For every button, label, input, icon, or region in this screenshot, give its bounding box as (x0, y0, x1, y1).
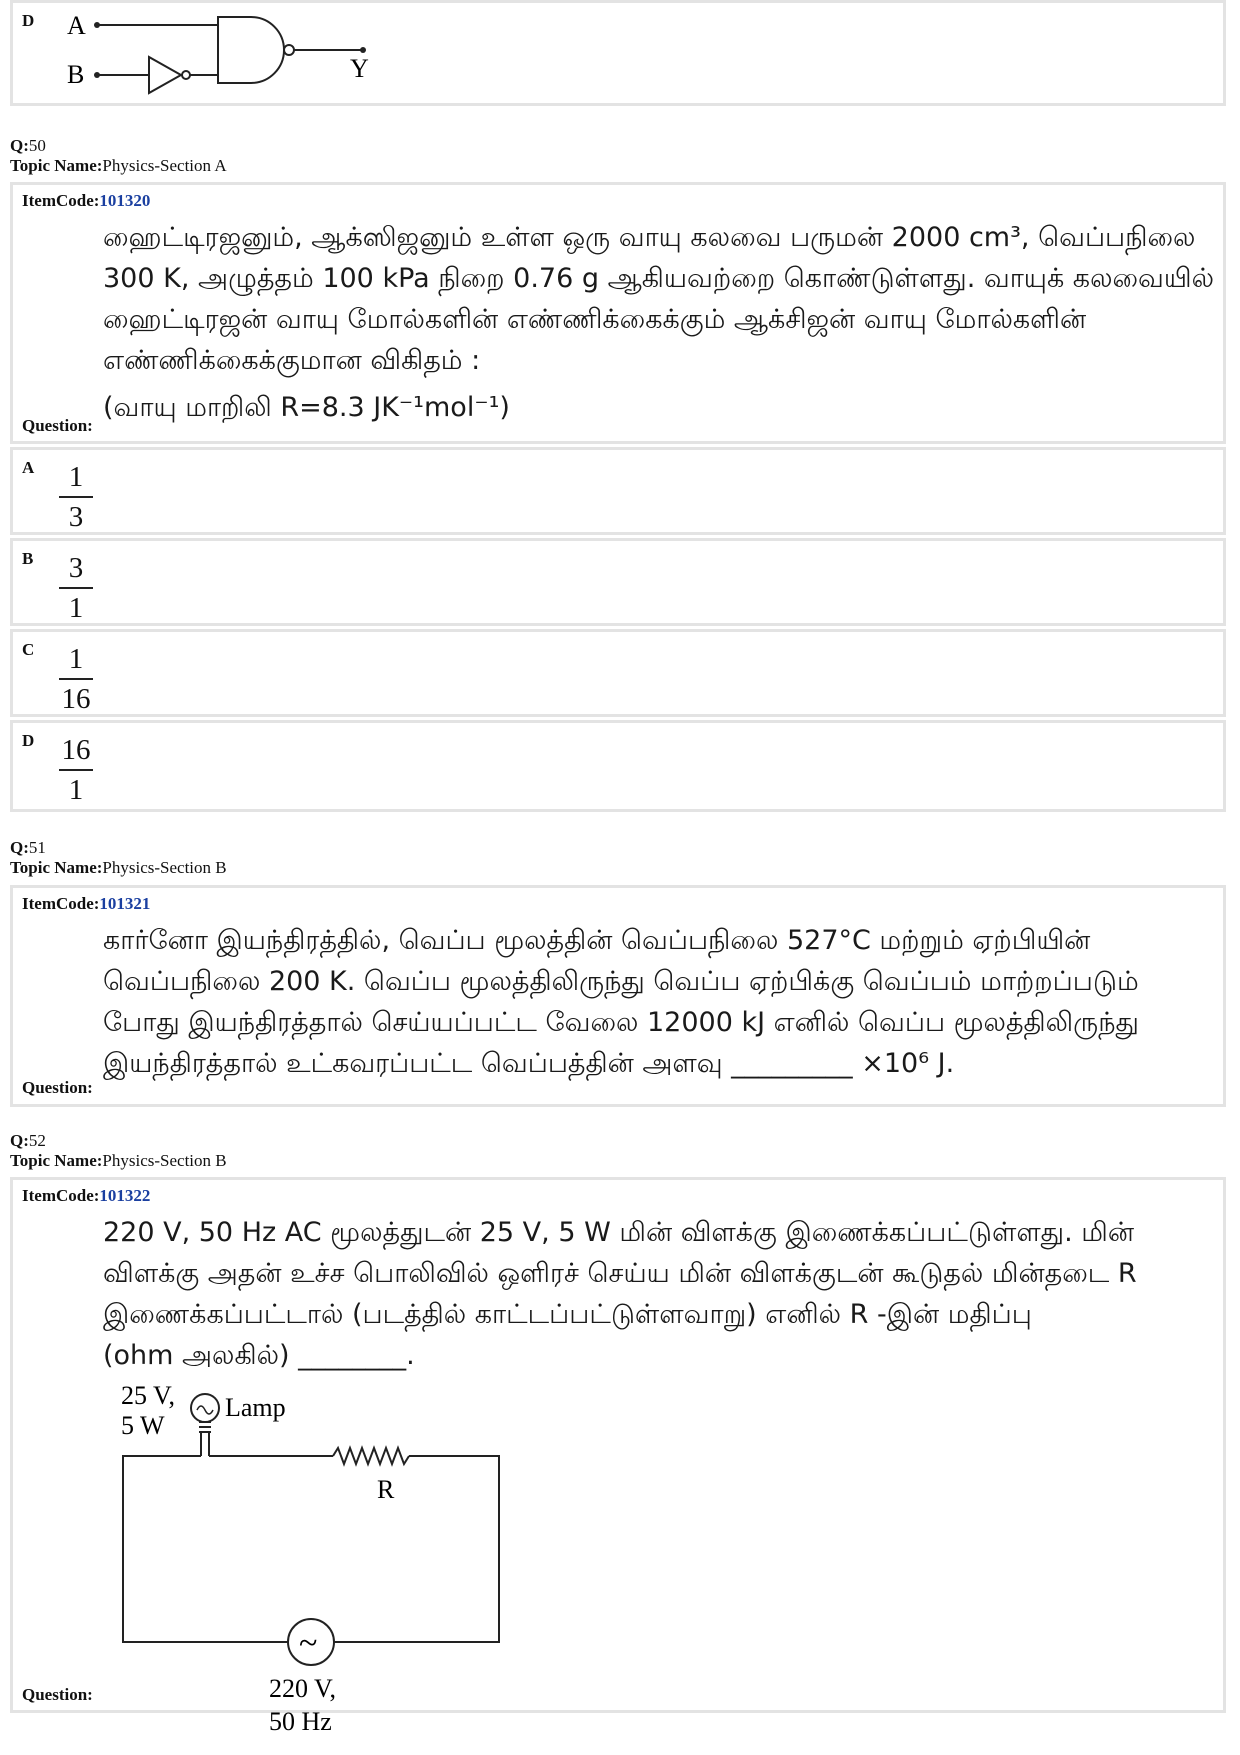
q50-question-panel (10, 182, 1226, 444)
lamp-label: Lamp (225, 1393, 286, 1422)
question-number: 50 (28, 136, 46, 155)
option-fraction: 16 1 (59, 733, 93, 807)
topic-name: Physics-Section B (102, 1151, 227, 1170)
input-b-label: B (67, 60, 85, 89)
q52-question-panel (10, 1177, 1226, 1736)
option-fraction: 3 1 (59, 551, 93, 625)
item-code: ItemCode:101321 (22, 894, 151, 913)
input-a-label: A (67, 11, 86, 40)
q52-header: Q:52 Topic Name:Physics-Section B (10, 1131, 227, 1170)
topic-name: Physics-Section A (102, 156, 227, 175)
q50-header: Q:50 Topic Name:Physics-Section A (10, 136, 227, 175)
topic-name: Physics-Section B (102, 858, 227, 877)
lamp-rating-line2: 5 W (121, 1411, 165, 1440)
lamp-icon (191, 1394, 219, 1422)
source-rating-line1: 220 V, (269, 1674, 336, 1703)
q50-option-c[interactable]: C 1 16 (10, 629, 1226, 717)
top-option-d[interactable] (10, 0, 1226, 106)
option-letter: D (22, 11, 35, 30)
lamp-rating-line1: 25 V, (121, 1381, 175, 1410)
question-label: Question: (22, 1685, 93, 1704)
option-fraction: 1 16 (59, 642, 93, 716)
question-label: Question: (22, 416, 93, 435)
q50-option-a[interactable]: A 1 3 (10, 447, 1226, 535)
question-text: ஹைட்டிரஜனும், ஆக்ஸிஜனும் உள்ள ஒரு வாயு கலவை பருமன் 2000 cm³, வெப்பநிலை 300 K, அழுத்தம் 100 kPa நிறை 0.76 g ஆகியவற்றை கொண்டுள்ளது. வாயுக் கலவையில் ஹைட்டிரஜன் வாயு மோல்களின் எண்ணிக்கைக்கும் ஆக்சிஜன் வாயு மோல்களின் எண்ணிக்கைக்குமான விகிதம் : (வாயு மாறிலி R=8.3 JK⁻¹mol⁻¹) (103, 222, 1215, 423)
output-y-label: Y (350, 54, 369, 83)
question-text: கார்னோ இயந்திரத்தில், வெப்ப மூலத்தின் வெப்பநிலை 527°C மற்றும் ஏற்பியின் வெப்பநிலை 200 K. வெப்ப மூலத்திலிருந்து வெப்ப ஏற்பிக்கு வெப்பம் மாற்றப்படும் போது இயந்திரத்தால் செய்யப்பட்ட வேலை 12000 kJ எனில் வெப்ப மூலத்திலிருந்து இயந்திரத்தால் உட்கவரப்பட்ட வெப்பத்தின் அளவு _________ ×10⁶ J. (103, 925, 1139, 1079)
q50-option-d[interactable]: D 16 1 (10, 720, 1226, 812)
option-fraction: 1 3 (59, 460, 93, 534)
question-number: 51 (28, 838, 46, 857)
question-label: Question: (22, 1078, 93, 1097)
lamp-resistor-circuit-diagram (103, 1370, 563, 1736)
q50-option-b[interactable]: B 3 1 (10, 538, 1226, 626)
question-text: 220 V, 50 Hz AC மூலத்துடன் 25 V, 5 W மின் விளக்கு இணைக்கப்பட்டுள்ளது. மின் விளக்கு அதன் உச்ச பொலிவில் ஒளிரச் செய்ய மின் விளக்குடன் கூடுதல் மின்தடை R இணைக்கப்பட்டால் (படத்தில் காட்டப்பட்டுள்ளவாறு) எனில் R -இன் மதிப்பு (ohm அலகில்) ________. (103, 1217, 1137, 1371)
q51-header: Q:51 Topic Name:Physics-Section B (10, 838, 227, 877)
logic-gate-circuit-diagram (53, 3, 453, 103)
question-number: 52 (28, 1131, 46, 1150)
resistor-label: R (377, 1475, 395, 1504)
item-code: ItemCode:101320 (22, 191, 151, 210)
source-rating-line2: 50 Hz (269, 1707, 332, 1736)
ac-source-symbol: ~ (299, 1625, 318, 1662)
q51-question-panel (10, 885, 1226, 1107)
resistor-icon (333, 1448, 409, 1464)
item-code: ItemCode:101322 (22, 1186, 151, 1205)
